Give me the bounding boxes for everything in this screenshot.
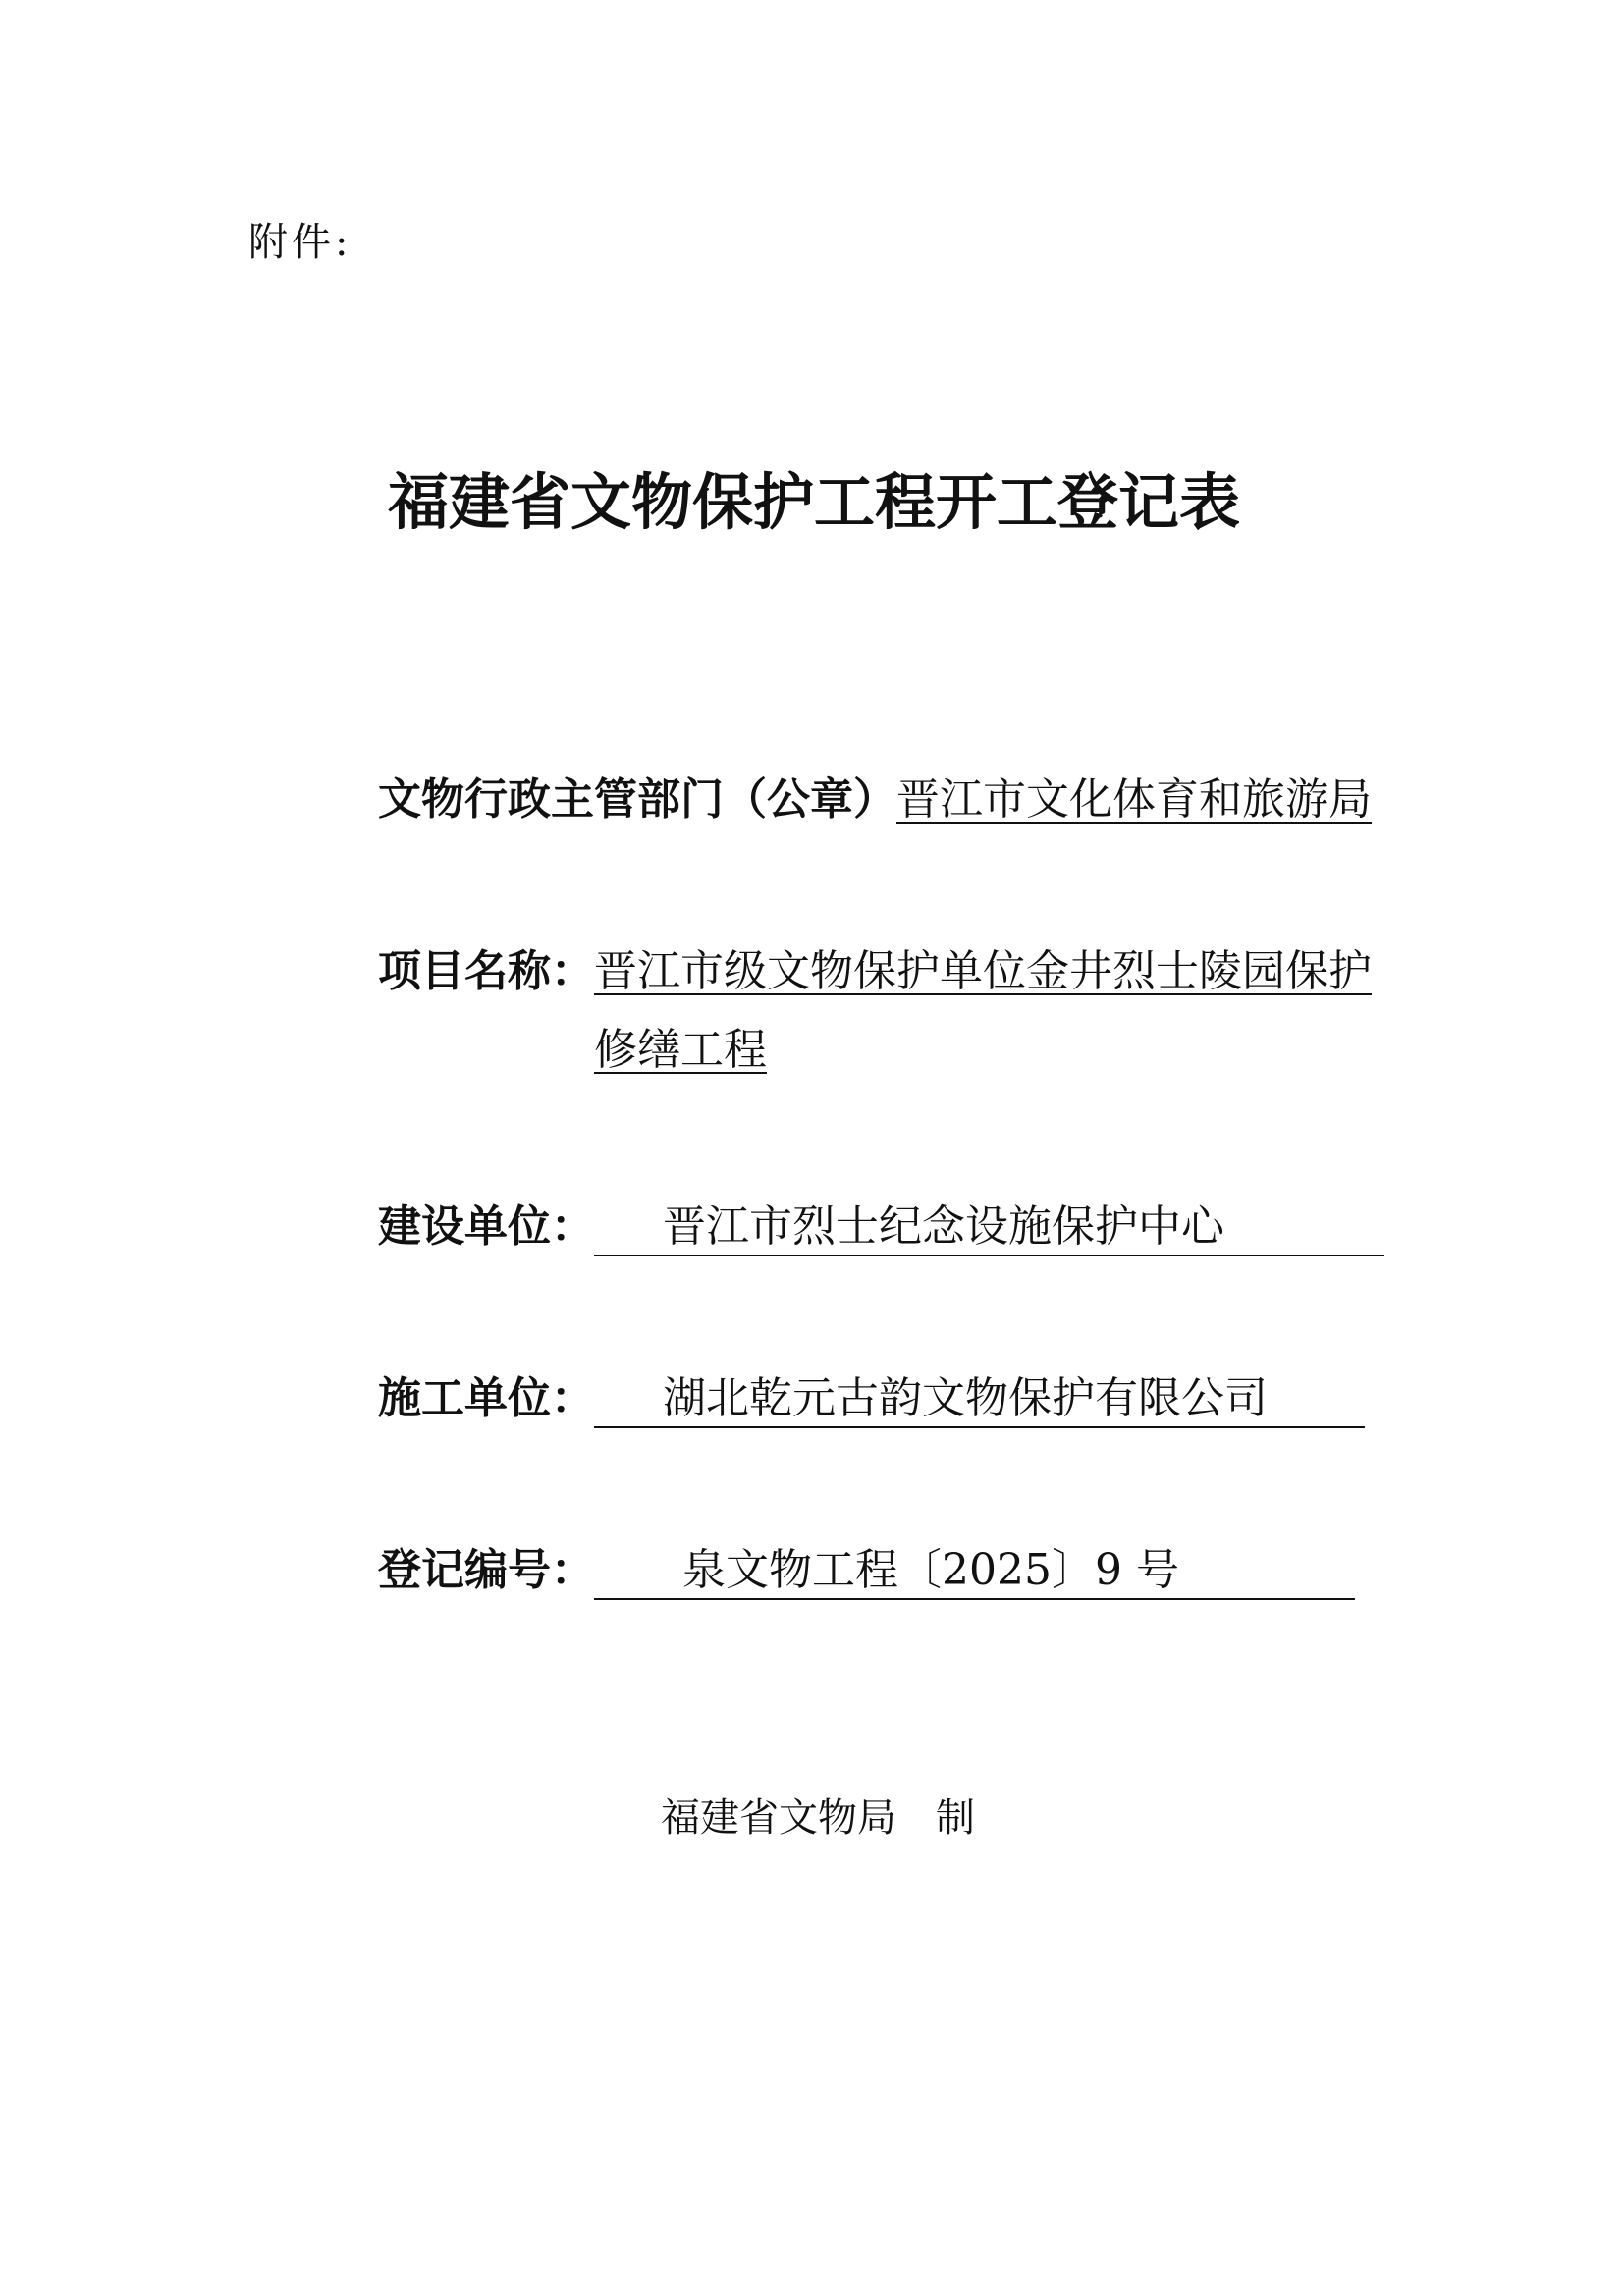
admin-dept-value: 晋江市文化体育和旅游局 (896, 774, 1372, 825)
contractor-value-box (594, 1373, 1365, 1428)
admin-dept-label: 文物行政主管部门（公章） (378, 774, 896, 825)
field-registration-no (378, 1541, 1355, 1600)
project-name-label: 项目名称： (378, 946, 594, 996)
registration-no-value-box (594, 1545, 1355, 1600)
project-name-value-line1: 晋江市级文物保护单位金井烈士陵园保护 (594, 946, 1372, 996)
footer-issuer (661, 1787, 975, 1842)
project-name-value-line2: 修缮工程 (594, 1025, 767, 1075)
field-project-name (378, 942, 1372, 1001)
registration-no-value: 泉文物工程〔2025〕9 号 (682, 1545, 1179, 1595)
field-contractor (378, 1369, 1365, 1428)
construction-unit-label: 建设单位： (378, 1201, 594, 1252)
issuer-name: 福建省文物局 (661, 1795, 896, 1841)
issuer-suffix: 制 (936, 1795, 975, 1841)
construction-unit-value-box (594, 1201, 1384, 1256)
contractor-label: 施工单位： (378, 1373, 594, 1423)
construction-unit-value: 晋江市烈士纪念设施保护中心 (663, 1201, 1224, 1252)
field-construction-unit (378, 1198, 1384, 1256)
registration-no-label: 登记编号： (378, 1545, 594, 1595)
contractor-value: 湖北乾元古韵文物保护有限公司 (663, 1373, 1268, 1423)
page-title: 福建省文物保护工程开工登记表 (388, 466, 1241, 538)
attachment-label: 附件: (248, 220, 352, 265)
project-name-continuation (594, 1021, 767, 1080)
field-admin-dept (378, 771, 1372, 829)
